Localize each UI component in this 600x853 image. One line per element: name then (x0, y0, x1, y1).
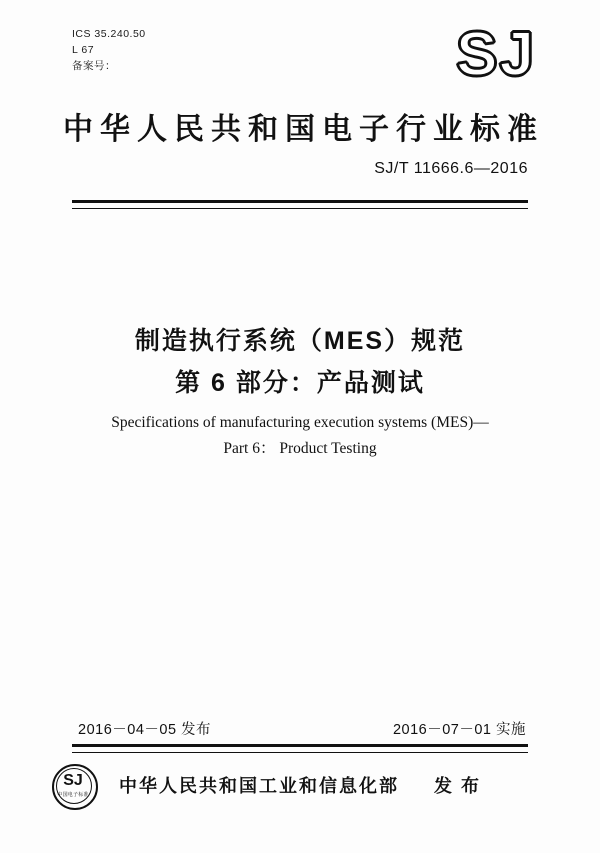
ics-number: ICS 35.240.50 (72, 28, 146, 40)
national-standard-title: 中华人民共和国电子行业标准 (63, 113, 544, 146)
english-title-line1: Specifications of manufacturing execution systems (MES)— (111, 414, 489, 431)
english-title-line2: Part 6： Product Testing (223, 440, 377, 457)
ics-info-block (72, 26, 146, 74)
footer-rule-thin (72, 752, 528, 753)
main-title-line1: 制造执行系统（MES）规范 (134, 327, 466, 355)
classification-code: L 67 (72, 44, 95, 56)
sj-logo: SJ (456, 20, 536, 89)
standard-number: SJ/T 11666.6—2016 (374, 160, 528, 177)
header-rule-thin (72, 208, 528, 209)
header-rule-thick (72, 200, 528, 203)
publisher-issue-label: 发 布 (434, 776, 482, 796)
record-number: 备案号： (72, 60, 116, 72)
issue-date: 2016－04－05 发布 (78, 722, 212, 738)
publisher-name: 中华人民共和国工业和信息化部 (118, 776, 399, 796)
implementation-date: 2016－07－01 实施 (392, 722, 526, 738)
emblem-sj-text: SJ (63, 772, 83, 789)
publisher-line (0, 772, 600, 798)
main-title-line2: 第 6 部分：产品测试 (175, 369, 425, 397)
emblem-subtext: 中国电子标准 (57, 792, 89, 798)
document-main-title (0, 322, 600, 402)
document-english-title (0, 410, 600, 462)
footer-rule-thick (72, 744, 528, 747)
